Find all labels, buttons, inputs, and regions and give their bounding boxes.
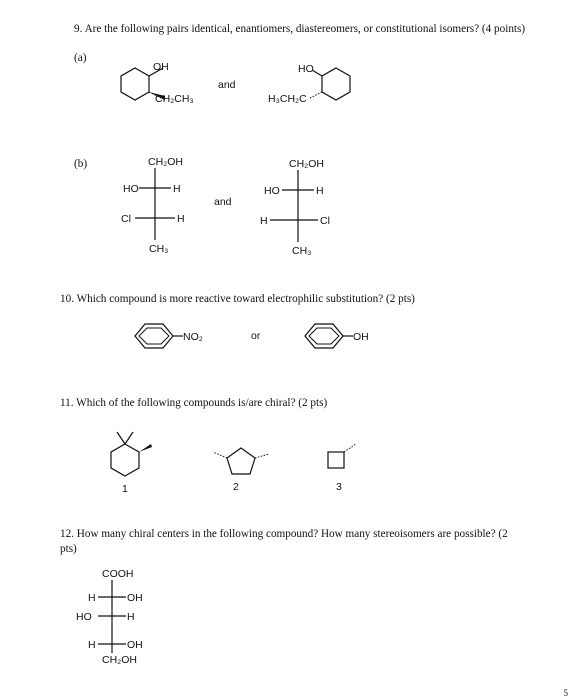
row1-right: OH [127,592,143,604]
structure-9a-1 [105,60,205,120]
ethyl-label: H₃CH₂C [268,93,307,105]
part-a-label: (a) [74,52,87,64]
and-label-b: and [214,196,232,208]
question-10-text: 10. Which compound is more reactive toward electrophilic substitution? (2 pts) [60,293,415,305]
no2-label: NO₂ [183,331,203,343]
compound-3-label: 3 [336,481,342,493]
top-group: CH₂OH [289,158,324,170]
compound-2-structure [205,440,285,495]
compound-2-label: 2 [233,481,239,493]
part-b-label: (b) [74,158,88,170]
compound-1-label: 1 [122,483,128,495]
phenol-structure [295,318,395,358]
bottom-group: CH₃ [149,243,169,255]
question-9-text: 9. Are the following pairs identical, enantiomers, diastereomers, or constitutional isomers? (4 points) [74,23,526,35]
question-12-text: 12. How many chiral centers in the following compound? How many stereoisomers are possible? (2 [60,528,508,540]
ethyl-label: CH₂CH₃ [155,93,194,105]
row3-left: H [88,639,96,651]
nitrobenzene-structure [125,318,225,358]
compound-1-structure [93,420,163,495]
top-group: COOH [102,568,134,580]
right-group-1: H [316,185,324,197]
and-label-a: and [218,79,236,91]
left-group-1: HO [123,183,139,195]
top-group: CH₂OH [148,156,183,168]
question-12-continued: pts) [60,543,77,555]
left-group-1: HO [264,185,280,197]
question-11-text: 11. Which of the following compounds is/are chiral? (2 pts) [60,397,328,409]
ho-label: HO [298,63,314,75]
right-group-2: Cl [320,215,330,227]
left-group-2: H [260,215,268,227]
row3-right: OH [127,639,143,651]
row2-right: H [127,611,135,623]
bottom-group: CH₃ [292,245,312,257]
oh-label: OH [353,331,369,343]
fischer-9b-1 [115,150,205,260]
oh-label: OH [153,61,169,73]
page-number: 5 [563,688,568,698]
row2-left: HO [76,611,92,623]
fischer-9b-2 [256,152,346,262]
row1-left: H [88,592,96,604]
right-group-2: H [177,213,185,225]
structure-9a-2 [268,60,378,120]
bottom-group: CH₂OH [102,654,137,666]
compound-3-structure [320,440,370,495]
left-group-2: Cl [121,213,131,225]
or-label: or [251,330,261,342]
fischer-12-structure [70,565,170,675]
right-group-1: H [173,183,181,195]
